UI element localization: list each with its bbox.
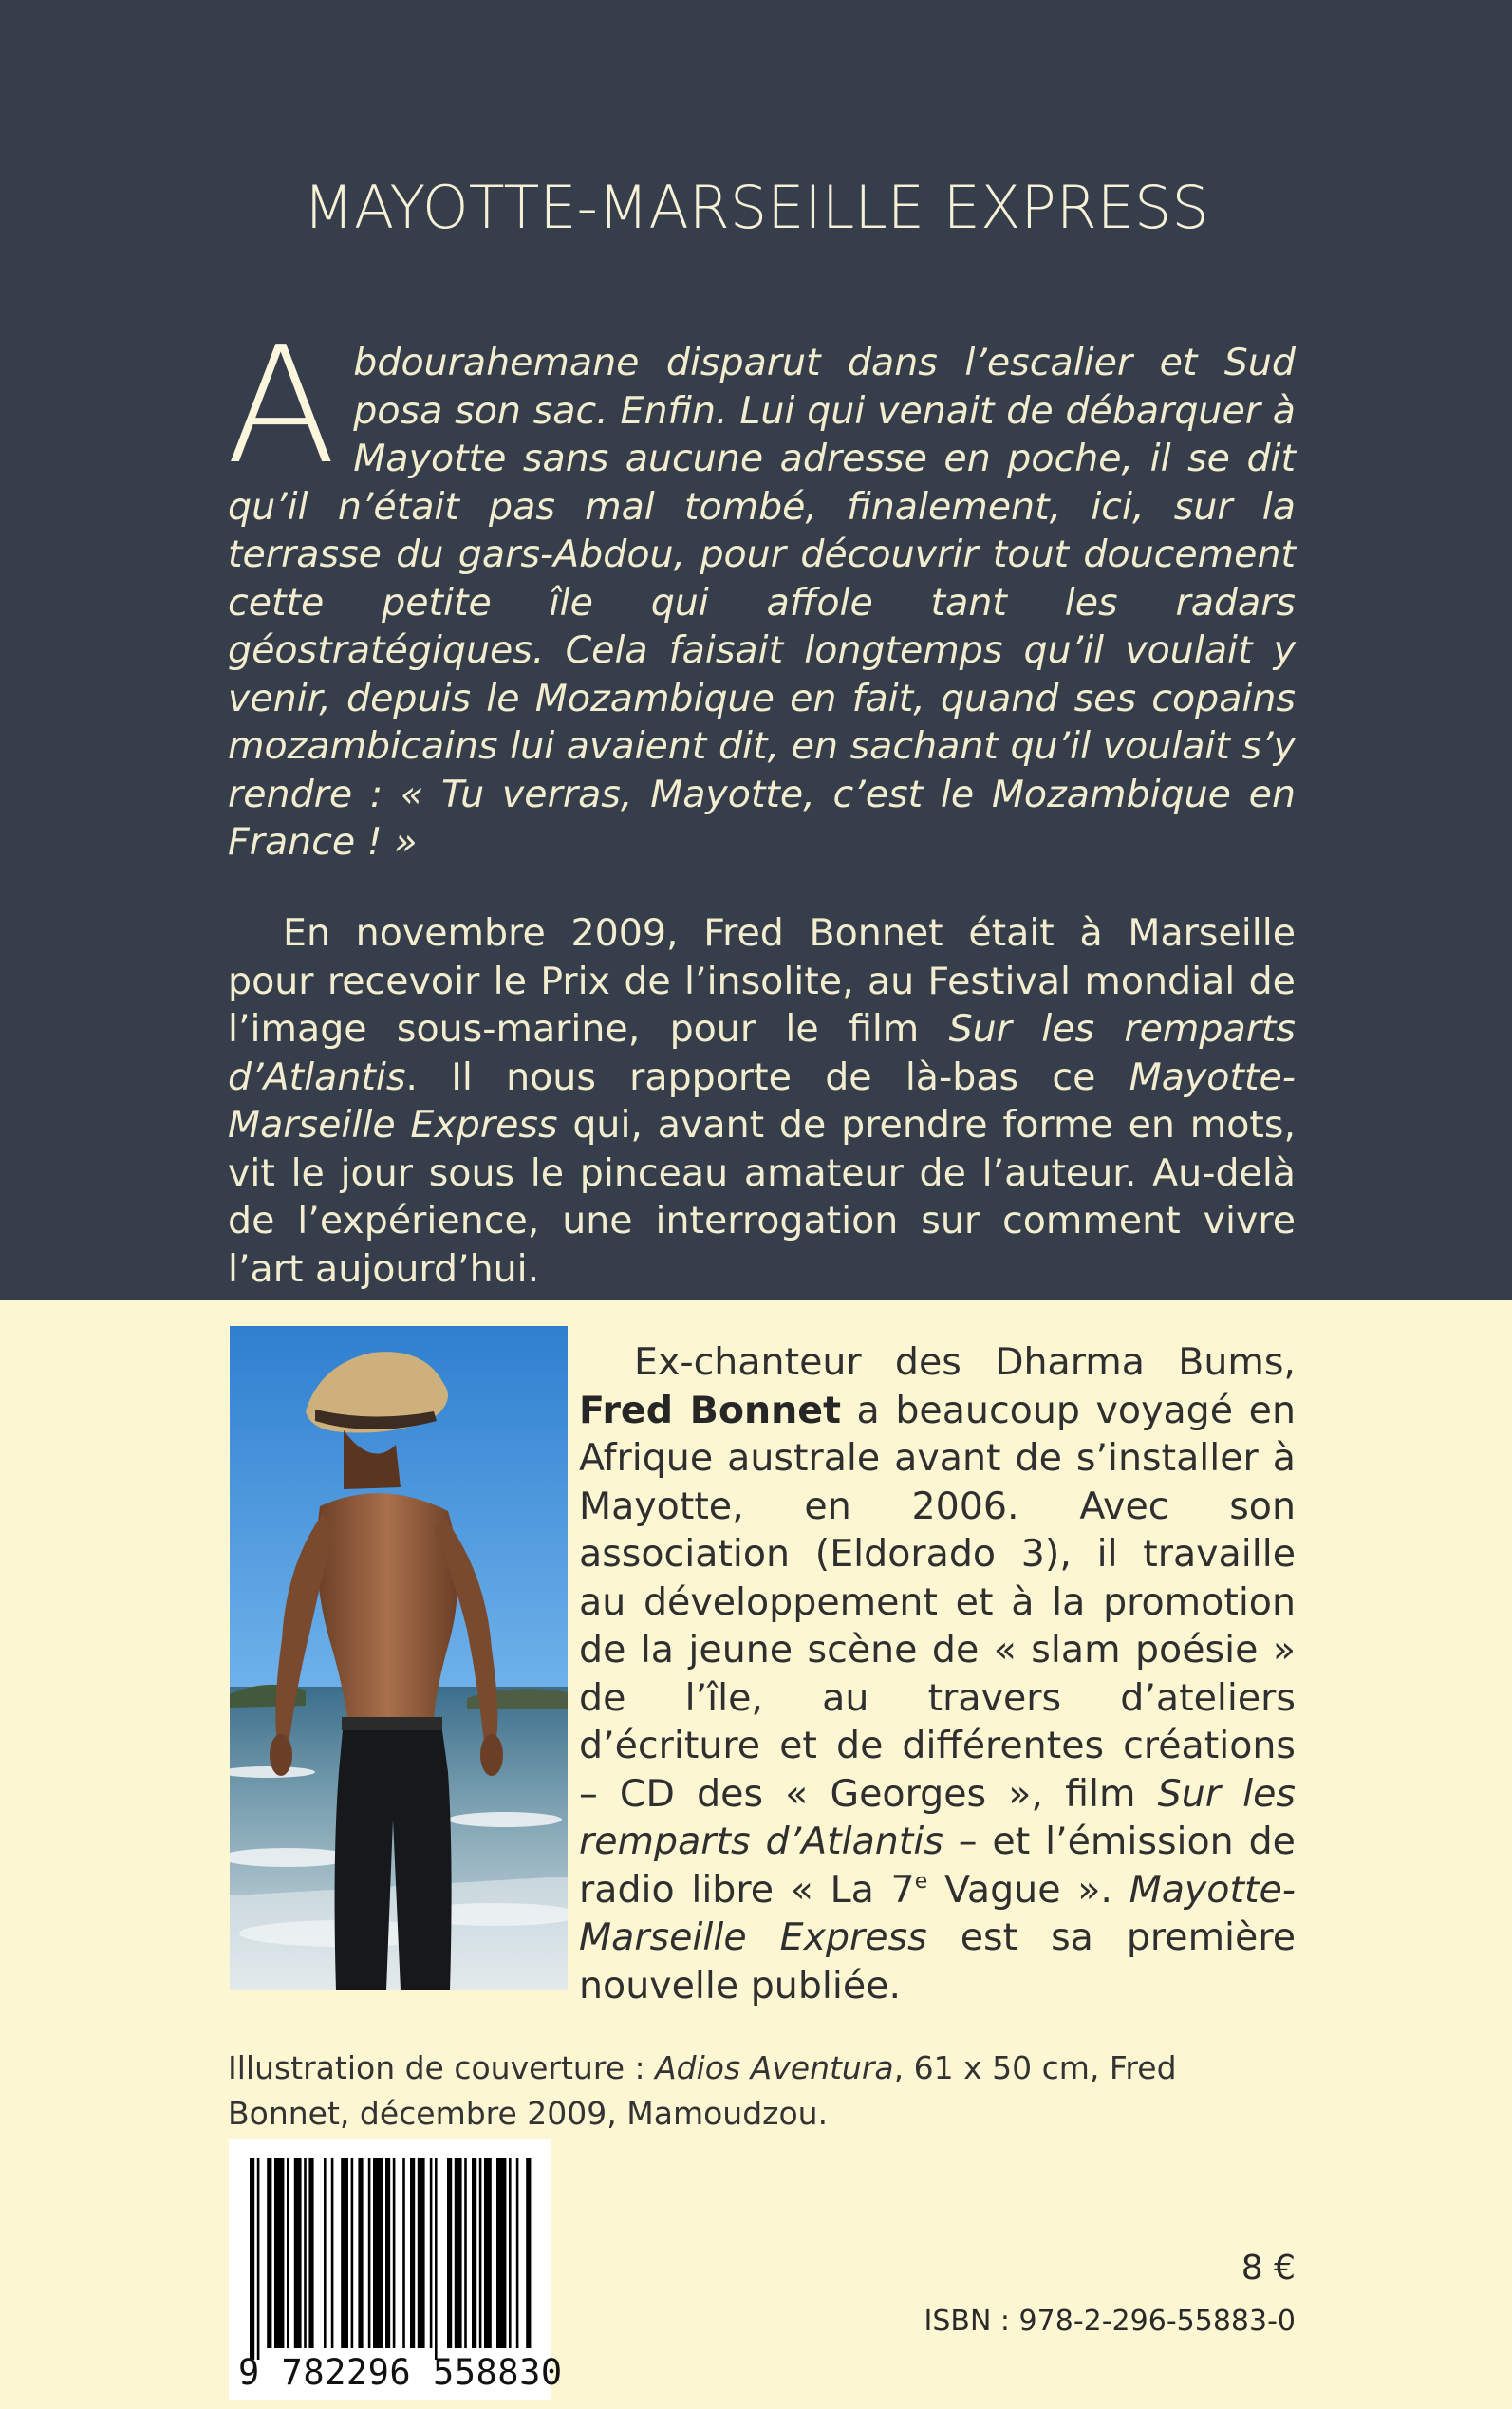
ordinal-superscript: e [914, 1869, 928, 1894]
barcode-bar [472, 2158, 476, 2348]
credit-artwork-title: Adios Aventura [655, 2049, 894, 2086]
barcode-bar [484, 2158, 492, 2348]
cover-illustration-credit [228, 2045, 1300, 2137]
author-bio-book-title: Mayotte-Marseille Express [579, 1867, 1296, 1959]
author-photo [230, 1326, 568, 1990]
barcode-bar [464, 2158, 467, 2348]
excerpt-text: bdourahemane disparut dans l’escalier et Sud posa son sac. Enfin. Lui qui venait de débarquer à Mayotte sans aucune adresse en poche, il se dit qu’il n’était pas mal tombé, finalement, ici, sur la terrasse du gars-Abdou, pour découvrir tout doucement cette petite île qui affole tant les radars géostratégiques. Cela faisait longtemps qu’il voulait y venir, depuis le Mozambique en fait, quand ses copains mozambicains lui avaient dit, en sachant qu’il voulait s’y rendre : « Tu verras, Mayotte, c’est le Mozambique en France ! » [228, 341, 1296, 864]
barcode-bar [447, 2158, 452, 2348]
barcode-bar [385, 2158, 390, 2348]
book-title: MAYOTTE-MARSEILLE EXPRESS [303, 173, 1209, 242]
barcode-bar [373, 2158, 383, 2348]
author-name: Fred Bonnet [579, 1388, 841, 1432]
barcode-bar [368, 2158, 371, 2348]
author-bio-text-2: – et l’émission de radio libre « La 7 [579, 1820, 1296, 1912]
barcode-bar [304, 2158, 307, 2348]
presentation-book-title: Mayotte-Marseille Express [228, 1055, 1296, 1147]
barcode-bar [526, 2158, 531, 2348]
presentation-paragraph [228, 909, 1296, 1293]
barcode-bar [351, 2158, 354, 2348]
presentation-text-3: qui, avant de prendre forme en mots, vit le jour sous le pinceau amateur de l’auteur. Au-delà de l’expérience, une interrogation sur comment vivre l’art aujourd’hui. [228, 1103, 1296, 1291]
barcode-bar [257, 2158, 260, 2360]
barcode-bar [479, 2158, 482, 2348]
barcode-bar [287, 2158, 289, 2348]
presentation-text-2: . Il nous rapporte de là-bas ce [405, 1055, 1129, 1099]
barcode-bar [418, 2158, 425, 2348]
author-bio-text-4: est sa première nouvelle publiée. [579, 1915, 1297, 2008]
barcode-bar [393, 2158, 396, 2348]
barcode-bar [435, 2158, 438, 2360]
barcode-bar [496, 2158, 506, 2348]
excerpt-paragraph [226, 312, 1296, 867]
isbn-barcode [229, 2139, 563, 2400]
presentation-text-1: En novembre 2009, Fred Bonnet était à Marseille pour recevoir le Prix de l’insolite, au Festival mondial de l’image sous-marine, pour le film [228, 911, 1296, 1051]
barcode-bar [324, 2158, 327, 2348]
author-bio-text-3: Vague ». [927, 1867, 1129, 1912]
barcode-bar [455, 2158, 462, 2348]
author-bio-intro: Ex-chanteur des Dharma Bums, [634, 1340, 1296, 1384]
barcode-bar [410, 2158, 415, 2348]
barcode-bar [358, 2158, 363, 2348]
author-bio-film-title: Sur les remparts d’Atlantis [579, 1771, 1296, 1863]
barcode-bar [250, 2158, 254, 2360]
author-biography [579, 1338, 1296, 2009]
barcode-bar [274, 2158, 284, 2348]
barcode-bar [430, 2158, 433, 2348]
barcode-bar [294, 2158, 302, 2348]
barcode-bar [267, 2158, 271, 2348]
barcode-bar [516, 2158, 519, 2348]
credit-suffix: , 61 x 50 cm, Fred Bonnet, décembre 2009, Mamoudzou. [228, 2049, 1177, 2132]
barcode-bar [308, 2158, 313, 2348]
author-bio-text-1: a beaucoup voyagé en Afrique australe avant de s’installer à Mayotte, en 2006. Avec son association (Eldorado 3), il travaille au développement et à la promotion de la jeune scène de « slam poésie » de l’île, au travers d’ateliers d’écriture et de différentes créations – CD des « Georges », film [579, 1388, 1296, 1816]
isbn-number: ISBN : 978-2-296-55883-0 [924, 2305, 1296, 2338]
barcode-bar [331, 2158, 334, 2348]
credit-prefix: Illustration de couverture : [228, 2049, 656, 2086]
barcode-digits: 9 782296 558830 [238, 2352, 563, 2393]
barcode-bar [341, 2158, 348, 2348]
barcode-bar [509, 2158, 512, 2348]
price: 8 € [1241, 2249, 1296, 2288]
drop-cap: A [226, 312, 337, 500]
barcode-bar [402, 2158, 405, 2348]
presentation-film-title: Sur les remparts d’Atlantis [228, 1007, 1296, 1099]
